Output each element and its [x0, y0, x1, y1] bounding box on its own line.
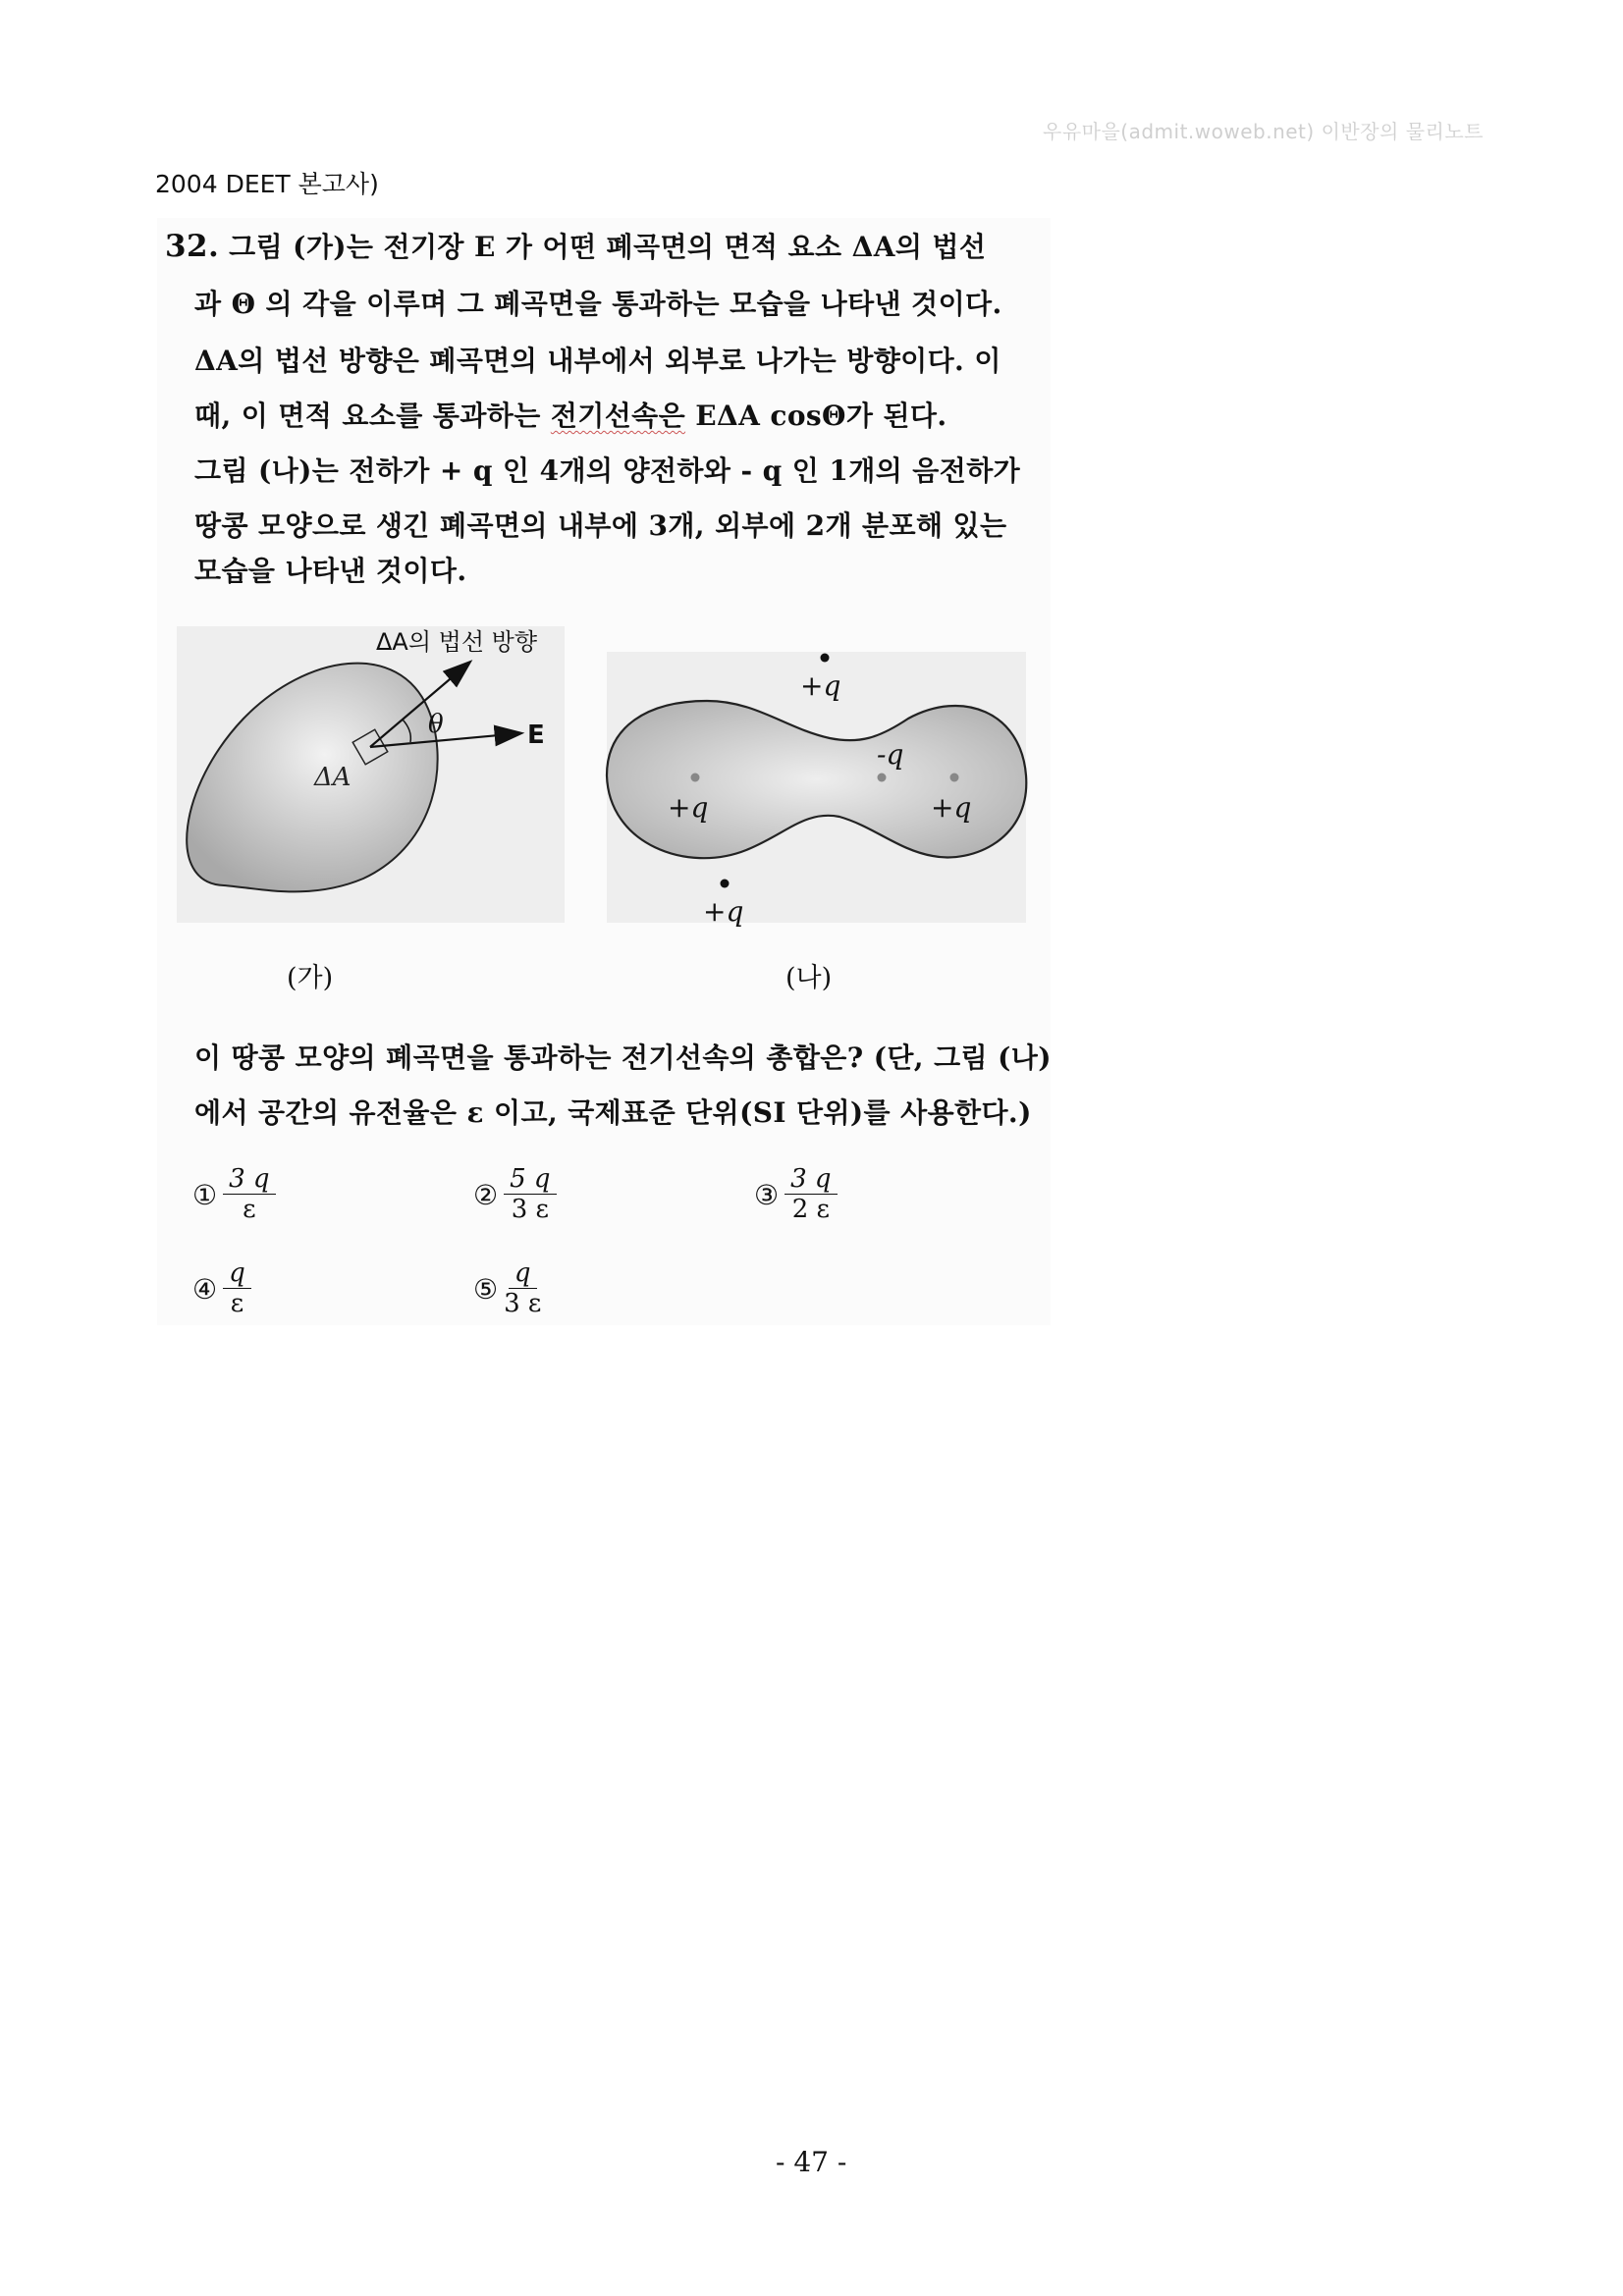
charge-dot-right	[950, 774, 959, 782]
question-line-4: 때, 이 면적 요소를 통과하는 전기선속은 EΔA cosΘ가 된다.	[194, 400, 947, 432]
option-2-fraction: $\frac{5 q}{3 \varepsilon}$	[504, 1166, 556, 1224]
option-4-fraction: $\frac{q}{\varepsilon}$	[223, 1260, 251, 1318]
option-1[interactable]: ① $\frac{3 q}{\varepsilon}$	[192, 1166, 276, 1224]
page-number: - 47 -	[776, 2146, 847, 2178]
normal-label: ΔA의 법선 방향	[376, 628, 538, 656]
question-line-7: 모습을 나타낸 것이다.	[194, 555, 467, 587]
charge-label-bottom: +q	[703, 895, 744, 928]
question-line-2: 과 Θ 의 각을 이루며 그 폐곡면을 통과하는 모습을 나타낸 것이다.	[194, 288, 1002, 320]
area-label: ΔA	[314, 763, 352, 792]
charge-dot-top	[821, 654, 830, 663]
option-5-fraction: $\frac{q}{3 \varepsilon}$	[504, 1258, 542, 1319]
figure-na-caption: (나)	[785, 963, 833, 993]
option-2[interactable]: ② $\frac{5 q}{3 \varepsilon}$	[473, 1166, 557, 1224]
charge-label-negative: -q	[877, 738, 904, 771]
question-line-5: 그림 (나)는 전하가 + q 인 4개의 양전하와 - q 인 1개의 음전하가	[194, 454, 1021, 487]
charge-label-right: +q	[931, 791, 972, 824]
option-3-fraction: $\frac{3 q}{2 \varepsilon}$	[784, 1166, 837, 1224]
figure-na	[607, 652, 1026, 928]
field-label: E	[527, 721, 545, 750]
question2-line-2: 에서 공간의 유전율은 ε 이고, 국제표준 단위(SI 단위)를 사용한다.)	[194, 1096, 1032, 1129]
charge-label-left: +q	[668, 791, 709, 824]
question2-line-1: 이 땅콩 모양의 폐곡면을 통과하는 전기선속의 총합은? (단, 그림 (나)	[194, 1041, 1052, 1074]
figure-ga	[177, 626, 565, 923]
question-line-3: ΔA의 법선 방향은 폐곡면의 내부에서 외부로 나가는 방향이다. 이	[194, 345, 1001, 377]
charge-dot-left	[691, 774, 700, 782]
option-1-fraction: $\frac{3 q}{\varepsilon}$	[223, 1166, 275, 1224]
option-5[interactable]: ⑤ $\frac{q}{3 \varepsilon}$	[473, 1258, 542, 1319]
question-line-1: 32. 그림 (가)는 전기장 E 가 어떤 폐곡면의 면적 요소 ΔA의 법선	[165, 229, 987, 264]
charge-dot-bottom	[721, 880, 730, 888]
question-line-6: 땅콩 모양으로 생긴 폐곡면의 내부에 3개, 외부에 2개 분포해 있는	[194, 509, 1007, 542]
figure-ga-caption: (가)	[287, 963, 334, 993]
exam-source: 2004 DEET 본고사)	[155, 170, 379, 198]
option-3[interactable]: ③ $\frac{3 q}{2 \varepsilon}$	[754, 1166, 838, 1224]
watermark: 우유마을(admit.woweb.net) 이반장의 물리노트	[1043, 120, 1484, 143]
option-4[interactable]: ④ $\frac{q}{\varepsilon}$	[192, 1260, 251, 1318]
charge-label-top: +q	[800, 669, 841, 702]
question-number: 32.	[165, 229, 220, 264]
theta-label: θ	[428, 710, 444, 739]
charge-dot-negative	[878, 774, 887, 782]
